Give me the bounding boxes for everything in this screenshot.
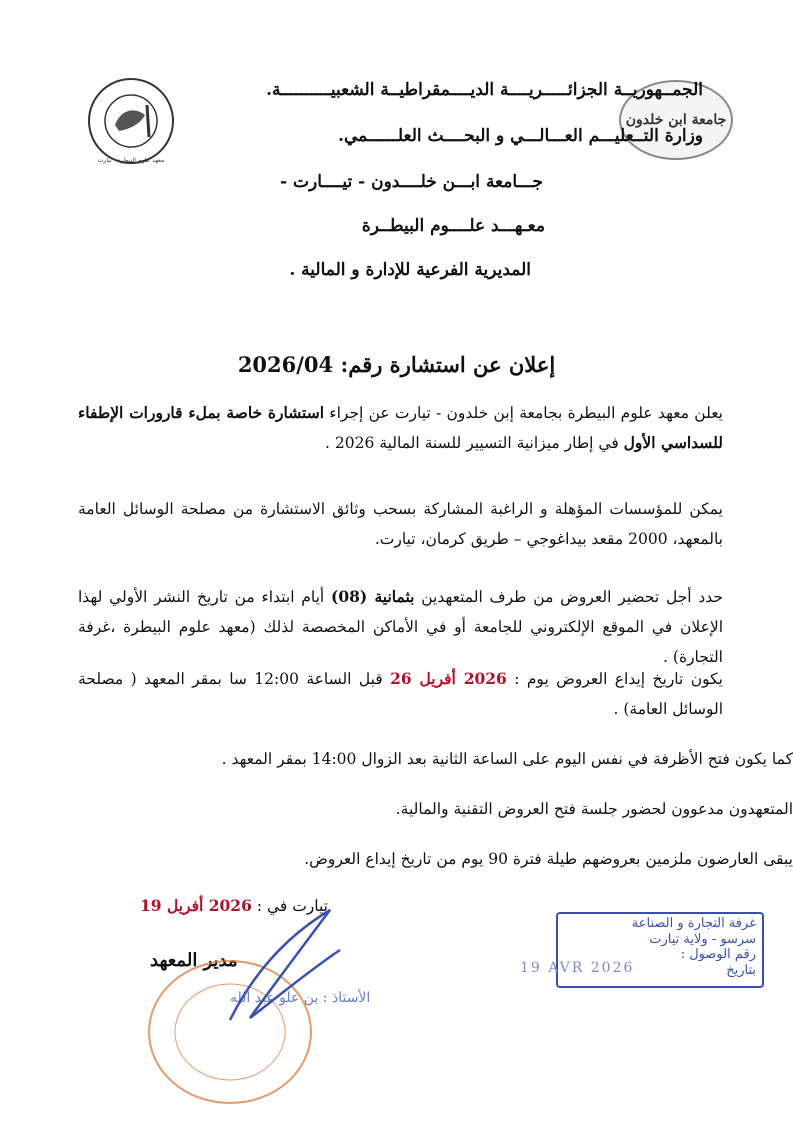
place-date-handwritten: 2026 أفريل 19	[140, 896, 252, 915]
paragraph-deadline	[78, 582, 723, 673]
p3-text-a: حدد أجل تحضير العروض من طرف المتعهدين	[414, 588, 723, 606]
p1-text-a: يعلن معهد علوم البيطرة بجامعة إبن خلدون - تيارت عن إجراء	[324, 404, 723, 422]
deposit-date-handwritten: 2026 أفريل 26	[390, 669, 507, 688]
paragraph-validity: يبقى العارضون ملزمين بعروضهم طيلة فترة 90 يوم من تاريخ إيداع العروض.	[304, 850, 793, 868]
paragraph-documents: يمكن للمؤسسات المؤهلة و الراغبة المشاركة بسحب وثائق الاستشارة من مصلحة الوسائل العامة بالمعهد، 2000 مقعد بيداغوجي – طريق كرمان، تيارت.	[78, 500, 723, 549]
p3-text-b: أيام ابتداء من تاريخ النشر الأولي لهذا الإعلان في الموقع الإلكتروني للجامعة أو في الأماكن المخصصة لذلك (معهد علوم البيطرة ،غرفة التجارة) .	[78, 588, 723, 667]
signature-scribble	[210, 900, 350, 1030]
header-line-ministry: وزارة التــعليـــم العـــالـــي و البحــــث العلــــــمي.	[338, 126, 703, 146]
paragraph-invitation: المتعهدون مدعوون لحضور جلسة فتح العروض التقنية والمالية.	[395, 800, 793, 818]
header-line-republic: الجمــهوريــة الجزائـــــريــــة الديــــمقراطيــة الشعبيــــــــــة.	[266, 80, 703, 100]
paragraph-opening: كما يكون فتح الأظرفة في نفس اليوم على الساعة الثانية بعد الزوال 14:00 بمقر المعهد .	[221, 750, 793, 768]
stamp-line-4: بتاريخ	[726, 962, 756, 978]
paragraph-deposit-date	[78, 664, 723, 724]
stamp-line-3: رقم الوصول :	[680, 947, 756, 963]
stamp-date: 19 AVR 2026	[520, 960, 635, 976]
university-logo-text: جامعة ابن خلدون	[625, 112, 727, 128]
p1-text-bold: استشارة خاصة بملء قارورات الإطفاء للسداسي الأول	[78, 403, 723, 453]
institute-logo-emblem	[101, 91, 161, 151]
p4-text-b: قبل الساعة 12:00 سا بمقر المعهد ( مصلحة الوسائل العامة) .	[78, 670, 723, 719]
header-line-institute: معـهـــد علــــوم البيطــرة	[361, 216, 545, 236]
paragraph-announcement	[78, 398, 723, 458]
place-label: تيارت في :	[256, 897, 328, 915]
p3-text-bold: بثمانية (08)	[330, 587, 415, 606]
stamp-line-2: سرسو - ولاية تيارت	[649, 931, 756, 947]
stamp-line-1: غرفة التجارة و الصناعة	[631, 916, 756, 931]
header-line-subdirectorate: المديرية الفرعية للإدارة و المالية .	[289, 260, 531, 280]
p1-text-b: في إطار ميزانية التسيير للسنة المالية 2026 .	[325, 434, 624, 453]
institute-logo	[88, 78, 174, 164]
header-line-university: جـــامعة ابـــن خلــــدون - تيــــارت -	[280, 172, 543, 192]
institute-logo-text: معهد علوم البيطرة - تيارت	[97, 157, 165, 164]
director-title: مدير المعهد	[150, 950, 238, 971]
commerce-stamp	[556, 912, 764, 988]
signatory-name: الأستاذ : بن علو عبد الله	[230, 990, 371, 1006]
p4-text-a: يكون تاريخ إيداع العروض يوم :	[506, 670, 723, 688]
page-title: إعلان عن استشارة رقم: 2026/04	[237, 352, 556, 377]
